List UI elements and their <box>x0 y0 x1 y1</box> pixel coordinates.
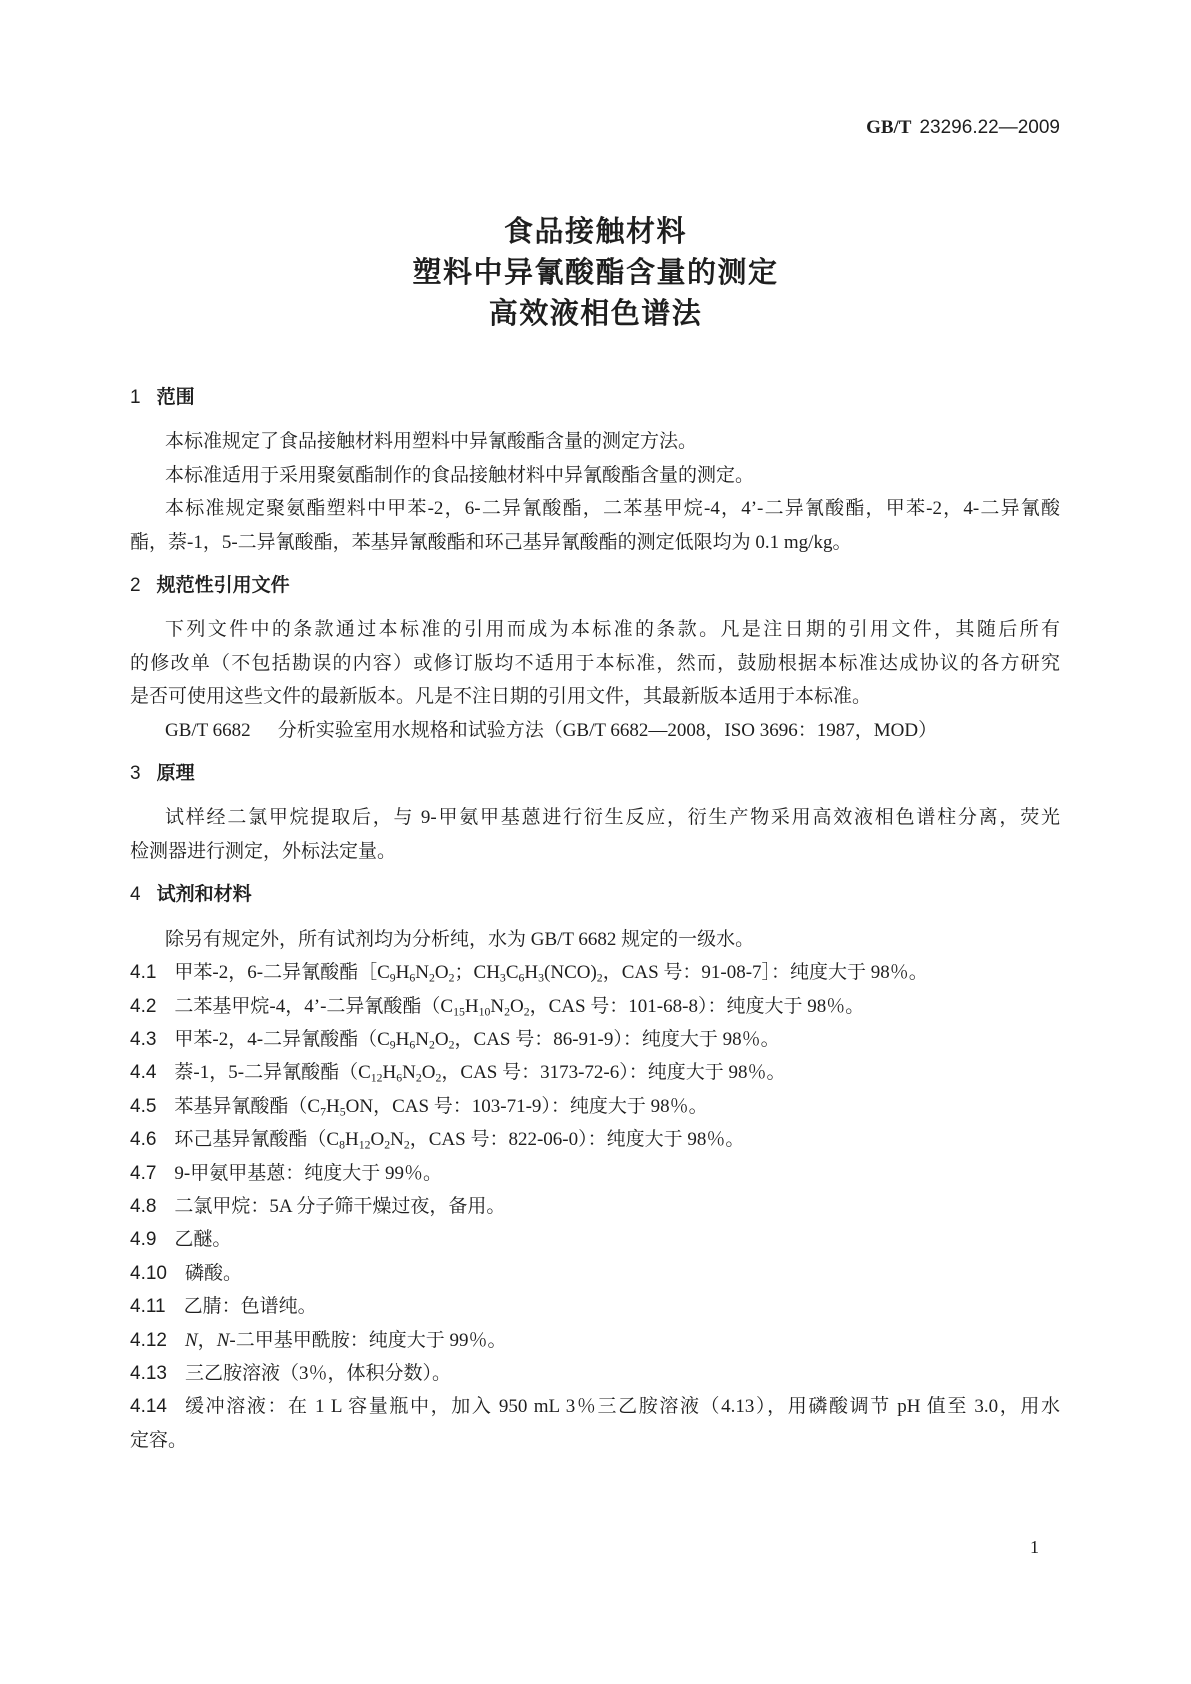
formula-subscript: 3 <box>499 971 506 985</box>
formula-subscript: 2 <box>596 971 603 985</box>
item-text: 二苯基甲烷-4，4’-二异氰酸酯（$C_{15}H_{10}N_2O_2$，CAS 号：101-68-8）：纯度大于 98％。 <box>174 995 865 1019</box>
formula-subscript: 6 <box>396 1071 403 1085</box>
formula-subscript: 2 <box>435 1071 442 1085</box>
standard-code-prefix: GB/T <box>866 117 912 138</box>
reagent-item <box>130 956 1060 989</box>
paragraph-line: 试样经二氯甲烷提取后，与 9-甲氨甲基蒽进行衍生反应，衍生产物采用高效液相色谱柱分离，荧光 <box>165 807 1060 829</box>
formula-subscript: 2 <box>504 1005 510 1019</box>
formula-subscript: 2 <box>415 1071 422 1085</box>
paragraph-line: 下列文件中的条款通过本标准的引用而成为本标准的条款。凡是注日期的引用文件，其随后所有 <box>165 619 1060 641</box>
clause-number: 4.5 <box>130 1095 157 1117</box>
reagent-item <box>130 1023 1060 1056</box>
reagent-item <box>130 1223 1060 1256</box>
reagent-item <box>130 1190 1060 1223</box>
item-text: 甲苯-2，6-二异氰酸酯$[C_9H_6N_2O_2$；$CH_3C_6H_3(NCO)_2$，CAS 号：91-08-7］：纯度大于 98％。 <box>174 962 928 985</box>
reagent-item <box>130 1257 1060 1290</box>
item-text: 9-甲氨甲基蒽：纯度大于 99％。 <box>174 1162 442 1184</box>
reference-code: GB/T 6682 <box>165 719 251 741</box>
clause-number: 4.13 <box>130 1362 167 1384</box>
formula-subscript: 15 <box>453 1005 465 1019</box>
section-number: 2 <box>130 575 141 597</box>
section-title: 范围 <box>156 386 195 408</box>
reference-title: 分析实验室用水规格和试验方法（GB/T 6682—2008，ISO 3696：1987，MOD） <box>277 719 938 741</box>
reagent-item <box>130 990 1060 1023</box>
title-line: 食品接触材料 <box>503 214 687 248</box>
reagent-item <box>130 1390 1060 1423</box>
section-title: 原理 <box>156 762 195 785</box>
reagent-item <box>130 1123 1060 1156</box>
clause-number: 4.14 <box>130 1396 167 1418</box>
formula-subscript: 2 <box>384 1138 391 1152</box>
paragraph-line: 的修改单（不包括勘误的内容）或修订版均不适用于本标准，然而，鼓励根据本标准达成协议的各方研究 <box>130 652 1060 674</box>
paragraph-line: 本标准规定聚氨酯塑料中甲苯-2，6-二异氰酸酯，二苯基甲烷-4，4’-二异氰酸酯，甲苯-2，4-二异氰酸 <box>165 498 1060 520</box>
paragraph-line: 酯，萘-1，5-二异氰酸酯，苯基异氰酸酯和环己基异氰酸酯的测定低限均为 0.1 mg/kg。 <box>130 531 852 553</box>
section-number: 4 <box>130 884 141 906</box>
clause-number: 4.3 <box>130 1028 157 1050</box>
formula-subscript: 3 <box>538 971 545 985</box>
standard-code-number: 23296.22—2009 <box>919 117 1060 138</box>
section-heading <box>130 878 1060 911</box>
reagent-item <box>130 1056 1060 1089</box>
standard-code <box>866 116 1060 140</box>
section-heading <box>130 757 1060 790</box>
document-title <box>0 211 1191 334</box>
paragraph-line: 是否可使用这些文件的最新版本。凡是不注日期的引用文件，其最新版本适用于本标准。 <box>130 686 872 708</box>
formula-subscript: 2 <box>448 1038 455 1052</box>
section-heading <box>130 569 1060 602</box>
formula-subscript: 12 <box>370 1071 383 1085</box>
reagent-item <box>130 1324 1060 1357</box>
normative-reference <box>130 714 1060 747</box>
reagent-item <box>130 1157 1060 1190</box>
section-title: 规范性引用文件 <box>156 574 290 597</box>
clause-number: 4.6 <box>130 1129 157 1151</box>
clause-number: 4.2 <box>130 995 157 1017</box>
formula-subscript: 6 <box>409 971 416 985</box>
item-continuation-line: 定容。 <box>130 1429 188 1451</box>
section-number: 3 <box>130 763 141 785</box>
reagent-item <box>130 1357 1060 1390</box>
formula-subscript: 2 <box>429 1038 435 1052</box>
italic-symbol: N <box>184 1329 198 1351</box>
formula-subscript: 9 <box>389 971 396 985</box>
clause-number: 4.9 <box>130 1229 157 1251</box>
item-text: 乙腈：色谱纯。 <box>183 1296 317 1318</box>
reagent-item <box>130 1290 1060 1323</box>
item-text: 二氯甲烷：5A 分子筛干燥过夜，备用。 <box>174 1195 506 1217</box>
formula-subscript: 7 <box>320 1105 326 1119</box>
section-heading <box>130 381 1060 414</box>
clause-number: 4.10 <box>130 1262 167 1284</box>
item-text: 萘-1，5-二异氰酸酯（$C_{12}H_6N_2O_2$，CAS 号：3173-72-6）：纯度大于 98％。 <box>174 1062 786 1085</box>
formula-subscript: 12 <box>358 1138 371 1152</box>
section-title: 试剂和材料 <box>156 883 252 906</box>
clause-number: 4.11 <box>130 1296 166 1318</box>
formula-subscript: 9 <box>389 1038 396 1052</box>
page-number: 1 <box>1030 1537 1039 1557</box>
formula-subscript: 8 <box>339 1138 345 1152</box>
formula-subscript: 6 <box>518 971 525 985</box>
paragraph-line: 除另有规定外，所有试剂均为分析纯，水为 GB/T 6682 规定的一级水。 <box>165 928 755 950</box>
formula-subscript: 2 <box>448 971 455 985</box>
paragraph-line: 检测器进行测定，外标法定量。 <box>130 840 397 862</box>
formula-subscript: 5 <box>339 1105 346 1119</box>
formula-subscript: 2 <box>429 971 435 985</box>
section-number: 1 <box>130 387 141 408</box>
item-text: 乙醚。 <box>174 1229 232 1251</box>
paragraph-line: 本标准规定了食品接触材料用塑料中异氰酸酯含量的测定方法。 <box>165 431 698 453</box>
formula-subscript: 2 <box>403 1138 410 1152</box>
clause-number: 4.12 <box>130 1329 167 1351</box>
item-text: N，N-二甲基甲酰胺：纯度大于 99％。 <box>184 1329 507 1351</box>
item-text: 苯基异氰酸酯（$C_7H_5ON$，CAS 号：103-71-9）：纯度大于 98％。 <box>174 1095 708 1119</box>
reagent-item <box>130 1090 1060 1123</box>
clause-number: 4.8 <box>130 1195 157 1217</box>
paragraph-line: 本标准适用于采用聚氨酯制作的食品接触材料中异氰酸酯含量的测定。 <box>165 464 755 486</box>
title-line: 高效液相色谱法 <box>488 296 703 330</box>
clause-number: 4.4 <box>130 1062 157 1084</box>
formula-subscript: 10 <box>478 1005 491 1019</box>
clause-number: 4.1 <box>130 962 157 984</box>
document-body <box>130 381 1060 1457</box>
clause-number: 4.7 <box>130 1162 157 1184</box>
title-line: 塑料中异氰酸酯含量的测定 <box>412 255 779 289</box>
item-text: 环己基异氰酸酯（$C_8H_{12}O_2N_2$，CAS 号：822-06-0）：纯度大于 98％。 <box>174 1129 745 1152</box>
item-text: 甲苯-2，4-二异氰酸酯（$C_9H_6N_2O_2$，CAS 号：86-91-9）：纯度大于 98％。 <box>174 1028 780 1052</box>
formula-subscript: 2 <box>523 1005 530 1019</box>
item-text: 三乙胺溶液（3％，体积分数）。 <box>184 1362 451 1384</box>
item-text: 缓冲溶液：在 1 L 容量瓶中，加入 950 mL 3％三乙胺溶液（4.13），用磷酸调节 pH 值至 3.0，用水 <box>184 1396 1060 1418</box>
formula-subscript: 6 <box>409 1038 416 1052</box>
item-text: 磷酸。 <box>184 1262 242 1284</box>
italic-symbol: N <box>216 1329 230 1351</box>
